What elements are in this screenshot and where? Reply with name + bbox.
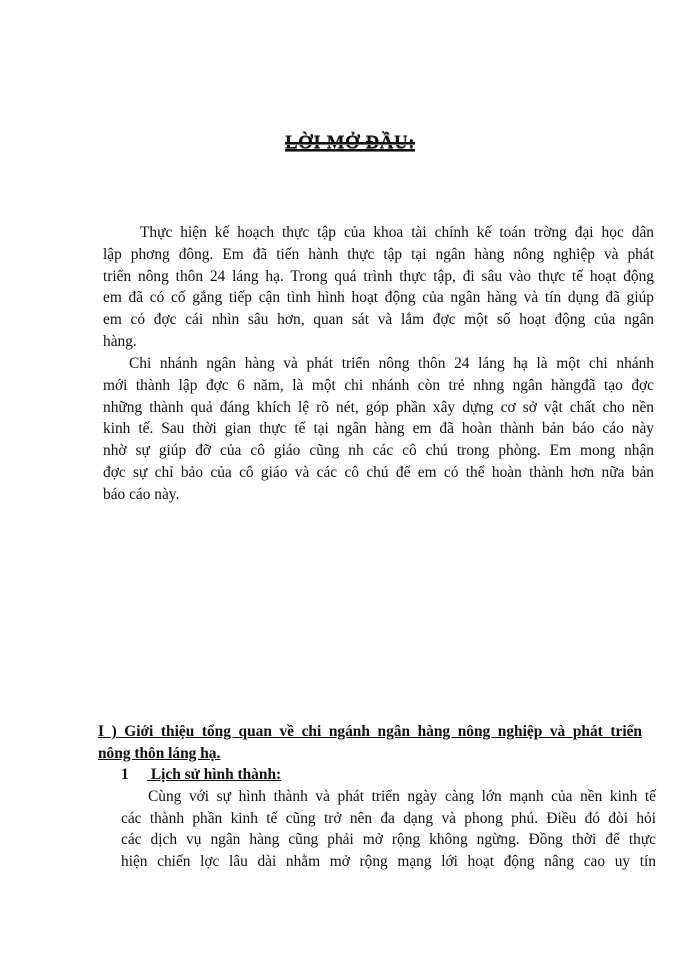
paragraph-line: em có đợc cái nhìn sâu hơn, quan sát và lắm đợc một số hoạt động của ngân	[103, 311, 654, 329]
section-heading-line: nông thôn láng hạ.	[98, 744, 221, 762]
paragraph-line: em đã có cố gắng tiếp cận tình hình hoạt động của ngân hàng và tín dụng đã giúp	[103, 289, 654, 307]
section-paragraph	[121, 786, 656, 872]
intro-paragraph-2	[103, 353, 654, 506]
paragraph-line: lập phơng đông. Em đã tiến hành thực tập tại ngân hàng nông nghiệp và phát	[103, 245, 654, 263]
paragraph-line: Cùng với sự hình thành và phát triển ngày càng lớn mạnh của nền kinh tế	[148, 788, 656, 805]
intro-paragraph-1	[103, 222, 654, 353]
paragraph-line: mới thành lập đợc 6 năm, là một chi nhánh còn trẻ nhng ngân hàngđã tạo đợc	[103, 376, 654, 394]
section-heading	[98, 721, 642, 764]
paragraph-line: đợc sự chỉ bảo của cô giáo và các cô chú để em có thể hoàn thành hơn nữa bản	[103, 463, 654, 481]
subsection-label: Lịch sử hình thành:	[147, 766, 282, 783]
paragraph-line: hiện chiến lợc lâu dài nhằm mở rộng mạng lới hoạt động nâng cao uy tín	[121, 852, 656, 870]
subsection-heading	[121, 764, 281, 785]
paragraph-line: nhờ sự giúp đỡ của cô giáo cũng nh các cô chú trong phòng. Em mong nhận	[103, 442, 654, 460]
paragraph-line: kinh tế. Sau thời gian thực tế tại ngân hàng em đã hoàn thành bản báo cáo này	[103, 420, 654, 438]
paragraph-line: những thành quả đáng khích lệ rõ nét, góp phần xây dựng cơ sở vật chất cho nền	[103, 398, 654, 416]
paragraph-line: triển nông thôn 24 láng hạ. Trong quá trình thực tập, đi sâu vào thực tế hoạt động	[103, 267, 654, 285]
paragraph-line: các thành phần kinh tế cũng trở nên đa dạng và phong phú. Điều đó đòi hỏi	[121, 809, 656, 827]
paragraph-line: hàng.	[103, 332, 137, 350]
paragraph-line: các dịch vụ ngân hàng cũng phải mở rộng không ngừng. Đồng thời để thực	[121, 831, 656, 848]
paragraph-line: Thực hiện kế hoạch thực tập của khoa tài chính kế toán trờng đại học dân	[140, 224, 654, 241]
paragraph-line: báo cáo này.	[103, 485, 180, 503]
section-heading-line: I ) Giới thiệu tổng quan về chi ngánh ngân hàng nông nghiệp và phát triển	[98, 723, 642, 740]
subsection-number: 1	[121, 766, 129, 783]
page-title: LỜI MỞ ĐẦU:	[284, 132, 416, 153]
paragraph-line: Chi nhánh ngân hàng và phát triển nông thôn 24 láng hạ là một chi nhánh	[129, 355, 654, 372]
